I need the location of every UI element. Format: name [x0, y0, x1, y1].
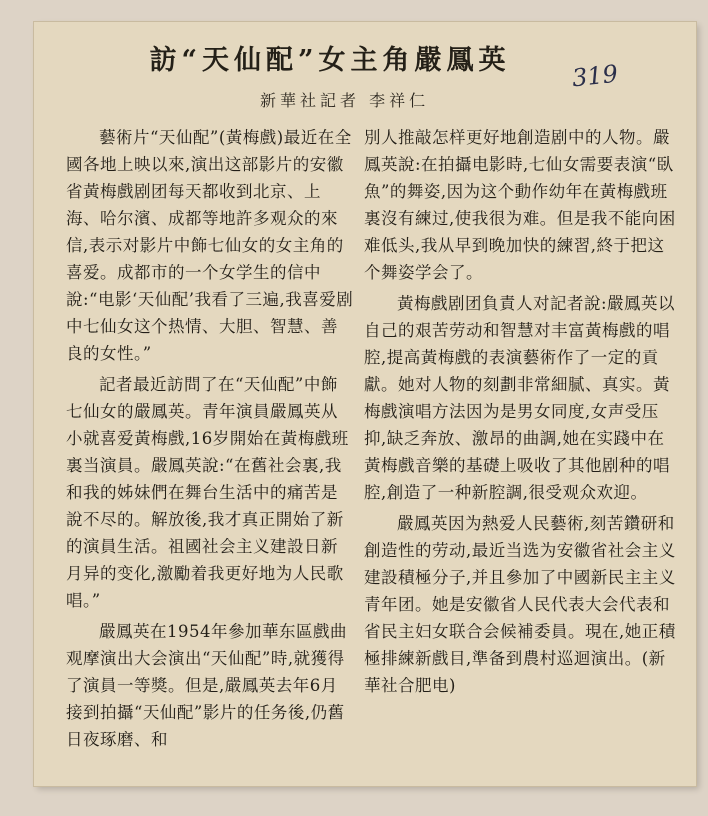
left-column [66, 124, 354, 757]
handwritten-annotation: 319 [570, 59, 620, 93]
paragraph: 嚴鳳英因为熱爱人民藝術,刻苦鑽研和創造性的劳动,最近当选为安徽省社会主义建設積極分子,并且參加了中國新民主主义青年团。她是安徽省人民代表大会代表和省民主妇女联合会候補委員。現在,她正積極排練新戲目,準备到農村巡迴演出。(新華社合肥电) [364, 514, 676, 695]
paragraph: 嚴鳳英在1954年參加華东區戲曲观摩演出大会演出“天仙配”時,就獲得了演員一等獎。但是,嚴鳳英去年6月接到拍攝“天仙配”影片的任务後,仍舊日夜琢磨、和 [66, 622, 347, 749]
article-byline: 新華社記者 李祥仁 [260, 91, 430, 110]
article-title: 訪“天仙配”女主角嚴鳳英 [149, 45, 511, 76]
paragraph: 藝術片“天仙配”(黃梅戲)最近在全國各地上映以來,演出这部影片的安徽省黃梅戲剧团每天都收到北京、上海、哈尔濱、成都等地許多观众的來信,表示对影片中飾七仙女的女主角的喜爱。成都市的一个女学生的信中說:“电影‘天仙配’我看了三遍,我喜爱剧中七仙女这个热情、大胆、智慧、善良的女性。” [66, 128, 354, 363]
paragraph: 別人推敲怎样更好地創造剧中的人物。嚴鳳英說:在拍攝电影時,七仙女需要表演“臥魚”的舞姿,因为这个動作幼年在黃梅戲班裏沒有練过,使我很为难。但是我不能向困难低头,我从早到晚加快的練習,終于把这个舞姿学会了。 [364, 128, 676, 282]
paragraph: 黃梅戲剧团負責人对記者說:嚴鳳英以自己的艰苦劳动和智慧对丰富黃梅戲的唱腔,提高黃梅戲的表演藝術作了一定的貢獻。她对人物的刻劃非常細腻、真实。黃梅戲演唱方法因为是男女同度,女声受压抑,缺乏奔放、激昂的曲調,她在实踐中在黃梅戲音樂的基礎上吸收了其他剧种的唱腔,創造了一种新腔調,很受观众欢迎。 [364, 294, 676, 502]
right-column [364, 124, 680, 703]
paragraph: 記者最近訪問了在“天仙配”中飾七仙女的嚴鳳英。青年演員嚴鳳英从小就喜爱黃梅戲,16岁開始在黃梅戲班裏当演員。嚴鳳英說:“在舊社会裏,我和我的姊妹們在舞台生活中的痛苦是說不尽的。解放後,我才真正開始了新的演員生活。祖國社会主义建設日新月异的变化,激勵着我更好地为人民歌唱。” [66, 375, 349, 610]
